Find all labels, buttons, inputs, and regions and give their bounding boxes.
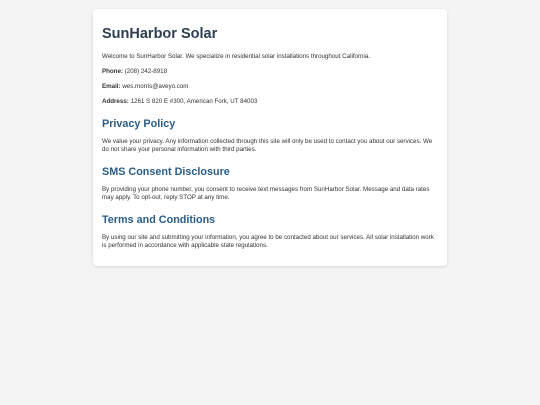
terms-text: By using our site and submitting your information, you agree to be contacted about our services. All solar installation work is performed in accordance with applicable state regulations.	[102, 234, 434, 249]
email-line	[102, 83, 438, 91]
address-label: Address:	[102, 98, 129, 105]
terms-heading: Terms and Conditions	[102, 214, 216, 226]
address-value: 1261 S 820 E #300, American Fork, UT 84003	[130, 98, 258, 105]
sms-text: By providing your phone number, you consent to receive text messages from SunHarbor Solar. Message and data rates may apply. To opt-out, reply STOP at any time.	[102, 186, 430, 201]
intro-text: Welcome to SunHarbor Solar. We specialize in residential solar installations throughout California.	[102, 53, 371, 60]
privacy-text: We value your privacy. Any information collected through this site will only be used to contact you about our services. We do not share your personal information with third parties.	[102, 138, 433, 153]
content-card	[93, 9, 447, 266]
address-line	[102, 98, 438, 106]
page-title: SunHarbor Solar	[102, 26, 218, 42]
phone-label: Phone:	[102, 68, 123, 75]
sms-heading: SMS Consent Disclosure	[102, 166, 230, 178]
privacy-heading: Privacy Policy	[102, 118, 176, 130]
phone-line	[102, 68, 438, 76]
email-label: Email:	[102, 83, 121, 90]
email-value: wes.morris@aveyo.com	[122, 83, 189, 90]
phone-value: (208) 242-8918	[124, 68, 168, 75]
